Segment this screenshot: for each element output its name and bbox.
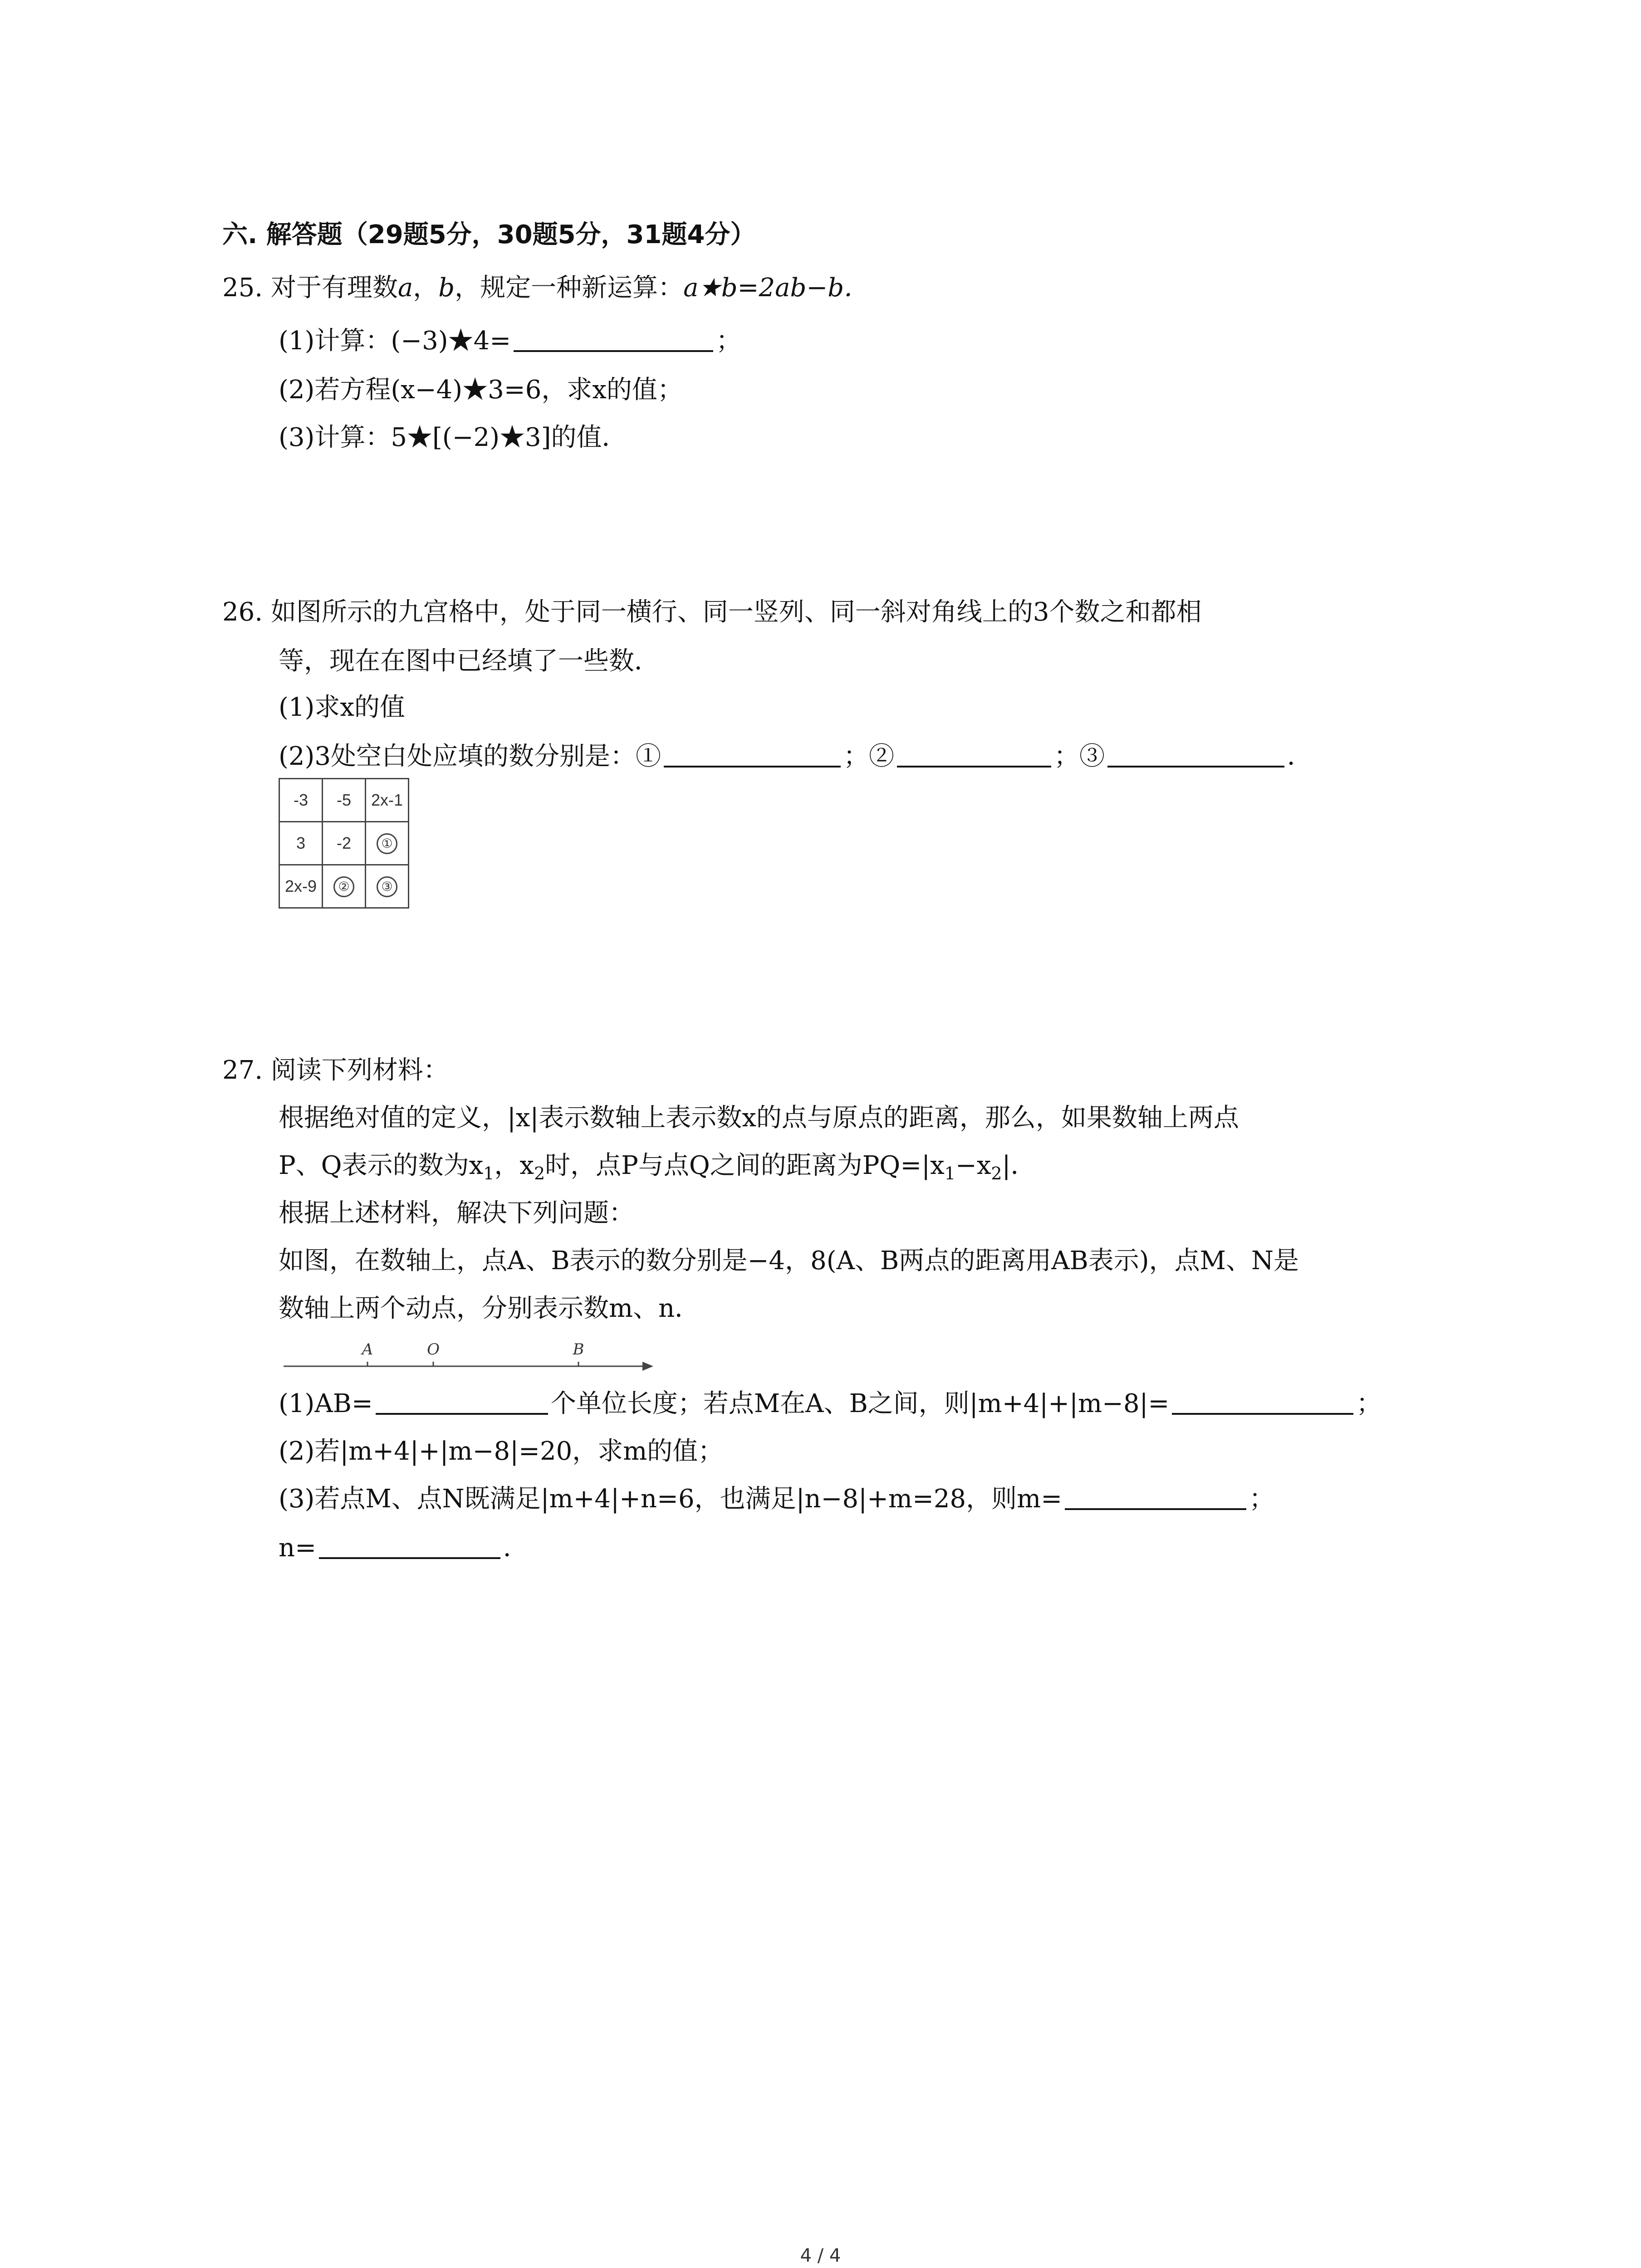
page-number: 4 / 4: [800, 2245, 841, 2266]
grid-row-1: [279, 779, 409, 822]
q26-stem-line1: 26. 如图所示的九宫格中，处于同一横行、同一竖列、同一斜对角线上的3个数之和都相: [222, 597, 1202, 627]
q27-m2-part-d: −x: [955, 1151, 991, 1180]
q26-answer-blank-1[interactable]: [664, 740, 841, 767]
q25-rule: a★b=2ab−b．: [683, 273, 870, 303]
q26-answer-blank-3[interactable]: [1107, 740, 1284, 767]
subscript-1: 1: [483, 1163, 495, 1183]
q27-answer-blank-1[interactable]: [376, 1388, 548, 1415]
q25-part1-end: ；: [716, 326, 742, 356]
q26-part2: [279, 738, 1313, 775]
q27-m2-part-e: |．: [1002, 1151, 1036, 1180]
q26-part2-text: (2)3处空白处应填的数分别是：①: [279, 742, 661, 771]
q25-stem-prefix: 25. 对于有理数: [222, 273, 398, 303]
grid-cell: 2x-9: [279, 865, 323, 908]
subscript-2: 2: [534, 1163, 545, 1183]
q27-part3-end: ；: [1249, 1484, 1275, 1514]
q27-m2-part-a: P、Q表示的数为x: [279, 1151, 484, 1180]
q25-part3: (3)计算：5★[(−2)★3]的值．: [279, 423, 627, 452]
point-o-label: O: [427, 1340, 440, 1359]
grid-row-3: [279, 865, 409, 908]
grid-cell-blank-3: [366, 865, 409, 908]
q25-part2: (2)若方程(x−4)★3=6，求x的值；: [279, 375, 683, 405]
magic-square-grid: [279, 778, 409, 909]
circled-2-label: ②: [333, 876, 354, 897]
q25-part1-text: (1)计算：(−3)★4=: [279, 326, 511, 356]
q26-part2-sep1: ；②: [843, 742, 894, 771]
q27-material-line4: 如图，在数轴上，点A、B表示的数分别是−4，8(A、B两点的距离用AB表示)，点M、N是: [279, 1246, 1299, 1276]
q27-part3-text: (3)若点M、点N既满足|m+4|+n=6，也满足|n−8|+m=28，则m=: [279, 1484, 1063, 1514]
grid-cell-blank-2: [323, 865, 366, 908]
q26-answer-blank-2[interactable]: [897, 740, 1051, 767]
q27-material-line1: 根据绝对值的定义，|x|表示数轴上表示数x的点与原点的距离，那么，如果数轴上两点: [279, 1103, 1239, 1133]
q27-m2-part-b: ，x: [494, 1151, 534, 1180]
subscript-2: 2: [991, 1163, 1002, 1183]
q26-part2-end: ．: [1287, 742, 1313, 771]
q27-part1: [279, 1386, 1381, 1422]
point-b-label: B: [573, 1340, 584, 1359]
q26-stem-line2: 等，现在在图中已经填了一些数．: [279, 646, 660, 676]
number-line-diagram: [277, 1338, 658, 1379]
q25-var-b: b: [438, 273, 455, 303]
q27-part3-n-text: n=: [279, 1533, 316, 1563]
q27-material-line2: [279, 1148, 1036, 1184]
q27-m2-part-c: 时，点P与点Q之间的距离为PQ=|x: [545, 1151, 945, 1180]
q27-answer-blank-4[interactable]: [319, 1532, 500, 1559]
q26-part1: (1)求x的值: [279, 693, 405, 722]
q27-part1-text-a: (1)AB=: [279, 1389, 373, 1418]
grid-cell: -5: [323, 779, 366, 822]
q27-answer-blank-2[interactable]: [1172, 1388, 1353, 1415]
q27-part2: (2)若|m+4|+|m−8|=20，求m的值；: [279, 1437, 724, 1466]
grid-cell: 2x-1: [366, 779, 409, 822]
grid-cell: -3: [279, 779, 323, 822]
q25-stem-mid: ，规定一种新运算：: [455, 273, 684, 303]
q27-material-line3: 根据上述材料，解决下列问题：: [279, 1198, 634, 1228]
q27-material-line5: 数轴上两个动点，分别表示数m、n．: [279, 1294, 700, 1323]
q27-part1-text-b: 个单位长度；若点M在A、B之间，则|m+4|+|m−8|=: [550, 1389, 1170, 1418]
q27-title: 27. 阅读下列材料：: [222, 1056, 449, 1085]
q27-part1-end: ；: [1356, 1389, 1382, 1418]
q27-part3-n-end: ．: [503, 1533, 529, 1563]
grid-cell-blank-1: [366, 822, 409, 865]
q27-answer-blank-3[interactable]: [1065, 1483, 1246, 1510]
subscript-1: 1: [944, 1163, 955, 1183]
grid-row-2: [279, 822, 409, 865]
q25-answer-blank-1[interactable]: [514, 325, 713, 352]
q25-stem-sep: ，: [413, 273, 439, 303]
section-heading: 六. 解答题（29题5分，30题5分，31题4分）: [222, 220, 756, 249]
point-a-label: A: [362, 1340, 373, 1359]
q27-part3: [279, 1481, 1274, 1517]
axis-arrow-icon: [642, 1362, 653, 1371]
circled-3-label: ③: [377, 876, 397, 897]
q25-part1: [279, 323, 741, 359]
q25-var-a: a: [397, 273, 413, 303]
grid-cell: 3: [279, 822, 323, 865]
q26-part2-sep2: ；③: [1053, 742, 1105, 771]
circled-1-label: ①: [377, 833, 397, 854]
q27-part3-n: [279, 1530, 529, 1566]
grid-cell: -2: [323, 822, 366, 865]
q25-stem: [222, 270, 869, 306]
